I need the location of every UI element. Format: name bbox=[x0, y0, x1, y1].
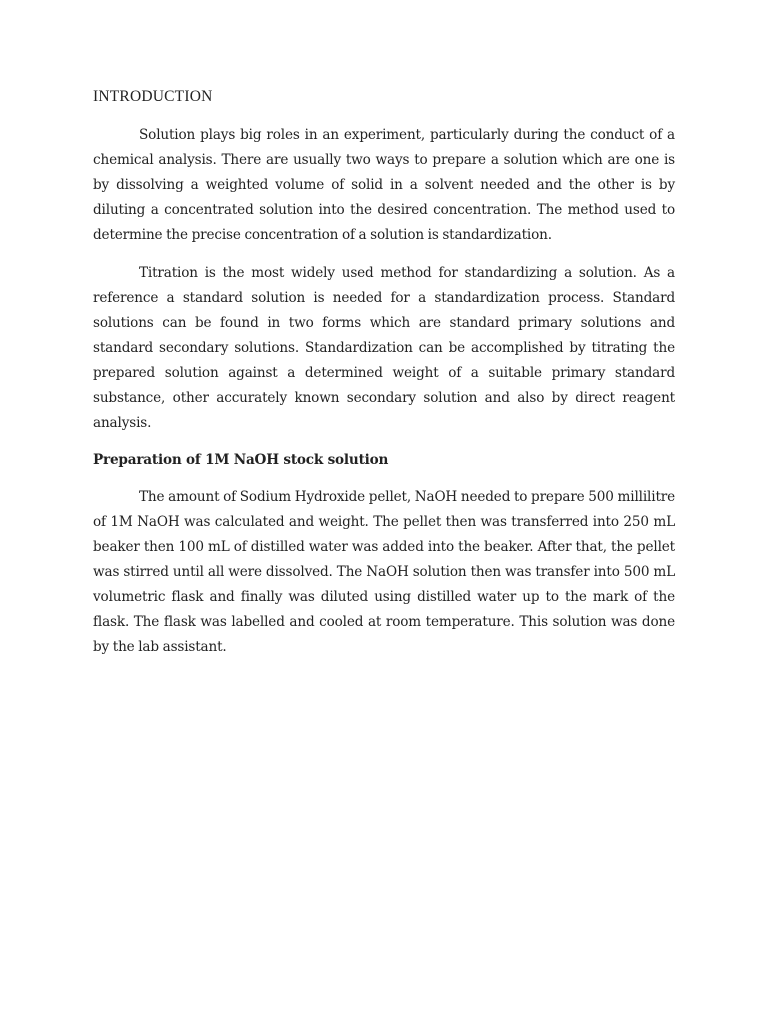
subheading-naoh-preparation: Preparation of 1M NaOH stock solution bbox=[93, 452, 389, 468]
document-body bbox=[93, 86, 675, 673]
intro-paragraph-2: Titration is the most widely used method for standardizing a solution. As a reference a standard solution is needed for a standardization process. Standard solutions can be found in two forms which are standard primary solutions and standard secondary solutions. Standardization can be accomplished by titrating the prepared solution against a determined weight of a suitable primary standard substance, other accurately known secondary solution and also by direct reagent analysis. bbox=[93, 265, 675, 431]
intro-paragraph-1: Solution plays big roles in an experiment, particularly during the conduct of a chemical analysis. There are usually two ways to prepare a solution which are one is by dissolving a weighted volume of solid in a solvent needed and the other is by diluting a concentrated solution into the desired concentration. The method used to determine the precise concentration of a solution is standardization. bbox=[93, 127, 675, 243]
section-heading-introduction: INTRODUCTION bbox=[93, 88, 213, 105]
preparation-paragraph: The amount of Sodium Hydroxide pellet, NaOH needed to prepare 500 millilitre of 1M NaOH was calculated and weight. The pellet then was transferred into 250 mL beaker then 100 mL of distilled water was added into the beaker. After that, the pellet was stirred until all were dissolved. The NaOH solution then was transfer into 500 mL volumetric flask and finally was diluted using distilled water up to the mark of the flask. The flask was labelled and cooled at room temperature. This solution was done by the lab assistant. bbox=[93, 489, 675, 655]
